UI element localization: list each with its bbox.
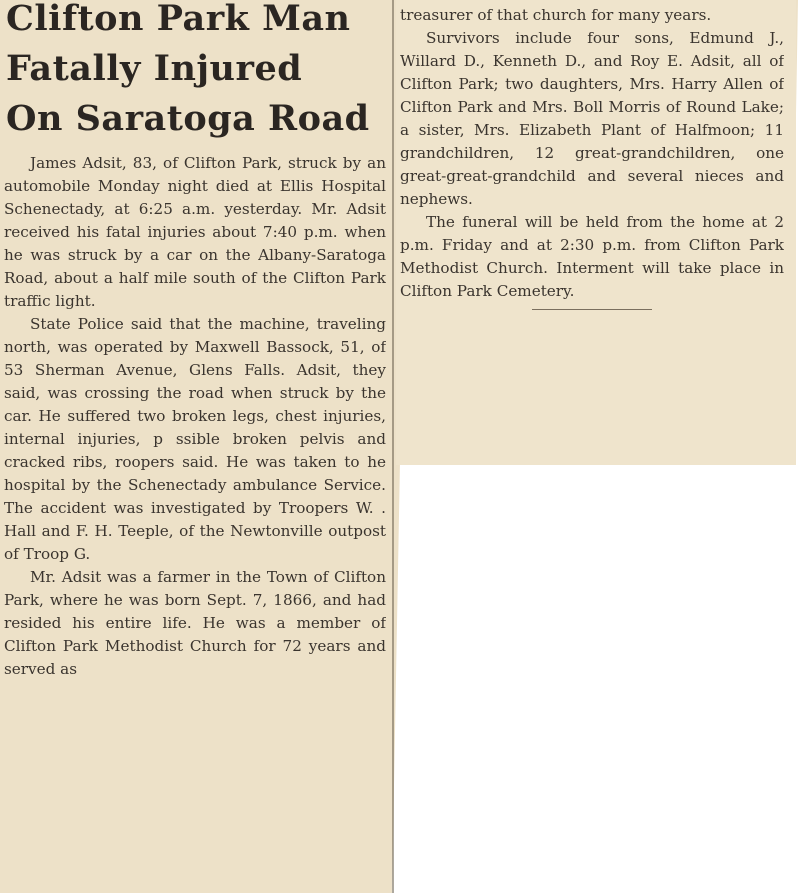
left-column <box>4 0 386 893</box>
paragraph-police-report: State Police said that the machine, traveling north, was operated by Maxwell Bassock, 51, of 53 Sherman Avenue, Glens Falls. Adsit, they said, was crossing the road when struck by the car. He suffered two broken legs, chest injuries, internal injuries, p ssible broken pelvis and cracked ribs, roopers said. He was taken to he hospital by the Schenectady ambulance Service. The accident was investigated by Troopers W. . Hall and F. H. Teeple, of the Newtonville outpost of Troop G. <box>4 315 386 563</box>
paragraph-lead: James Adsit, 83, of Clifton Park, struck by an automobile Monday night died at Ellis Hospital Schenectady, at 6:25 a.m. yesterday. Mr. Adsit received his fatal injuries about 7:40 p.m. when he was struck by a car on the Albany-Saratoga Road, about a half mile south of the Clifton Park traffic light. <box>4 154 386 310</box>
paragraph-continued: treasurer of that church for many years. <box>400 6 712 24</box>
paragraph-biography: Mr. Adsit was a farmer in the Town of Clifton Park, where he was born Sept. 7, 1866, and had resided his entire life. He was a member of Clifton Park Methodist Church for 72 years and served as <box>4 568 386 678</box>
end-rule <box>532 309 652 310</box>
headline-line-2: Fatally Injured <box>6 48 303 89</box>
paragraph-funeral: The funeral will be held from the home at 2 p.m. Friday and at 2:30 p.m. from Clifton Park Methodist Church. Interment will take place in Clifton Park Cemetery. <box>400 213 784 300</box>
right-column <box>400 4 784 454</box>
paragraph-survivors: Survivors include four sons, Edmund J., Willard D., Kenneth D., and Roy E. Adsit, all of Clifton Park; two daughters, Mrs. Harry Allen of Clifton Park and Mrs. Boll Morris of Round Lake; a sister, Mrs. Elizabeth Plant of Halfmoon; 11 grandchildren, 12 great-grandchildren, one great-great-grandchild and several nieces and nephews. <box>400 29 784 208</box>
headline-line-3: On Saratoga Road <box>6 98 370 139</box>
column-divider <box>392 0 394 893</box>
headline-line-1: Clifton Park Man <box>6 0 351 39</box>
headline <box>6 0 386 144</box>
